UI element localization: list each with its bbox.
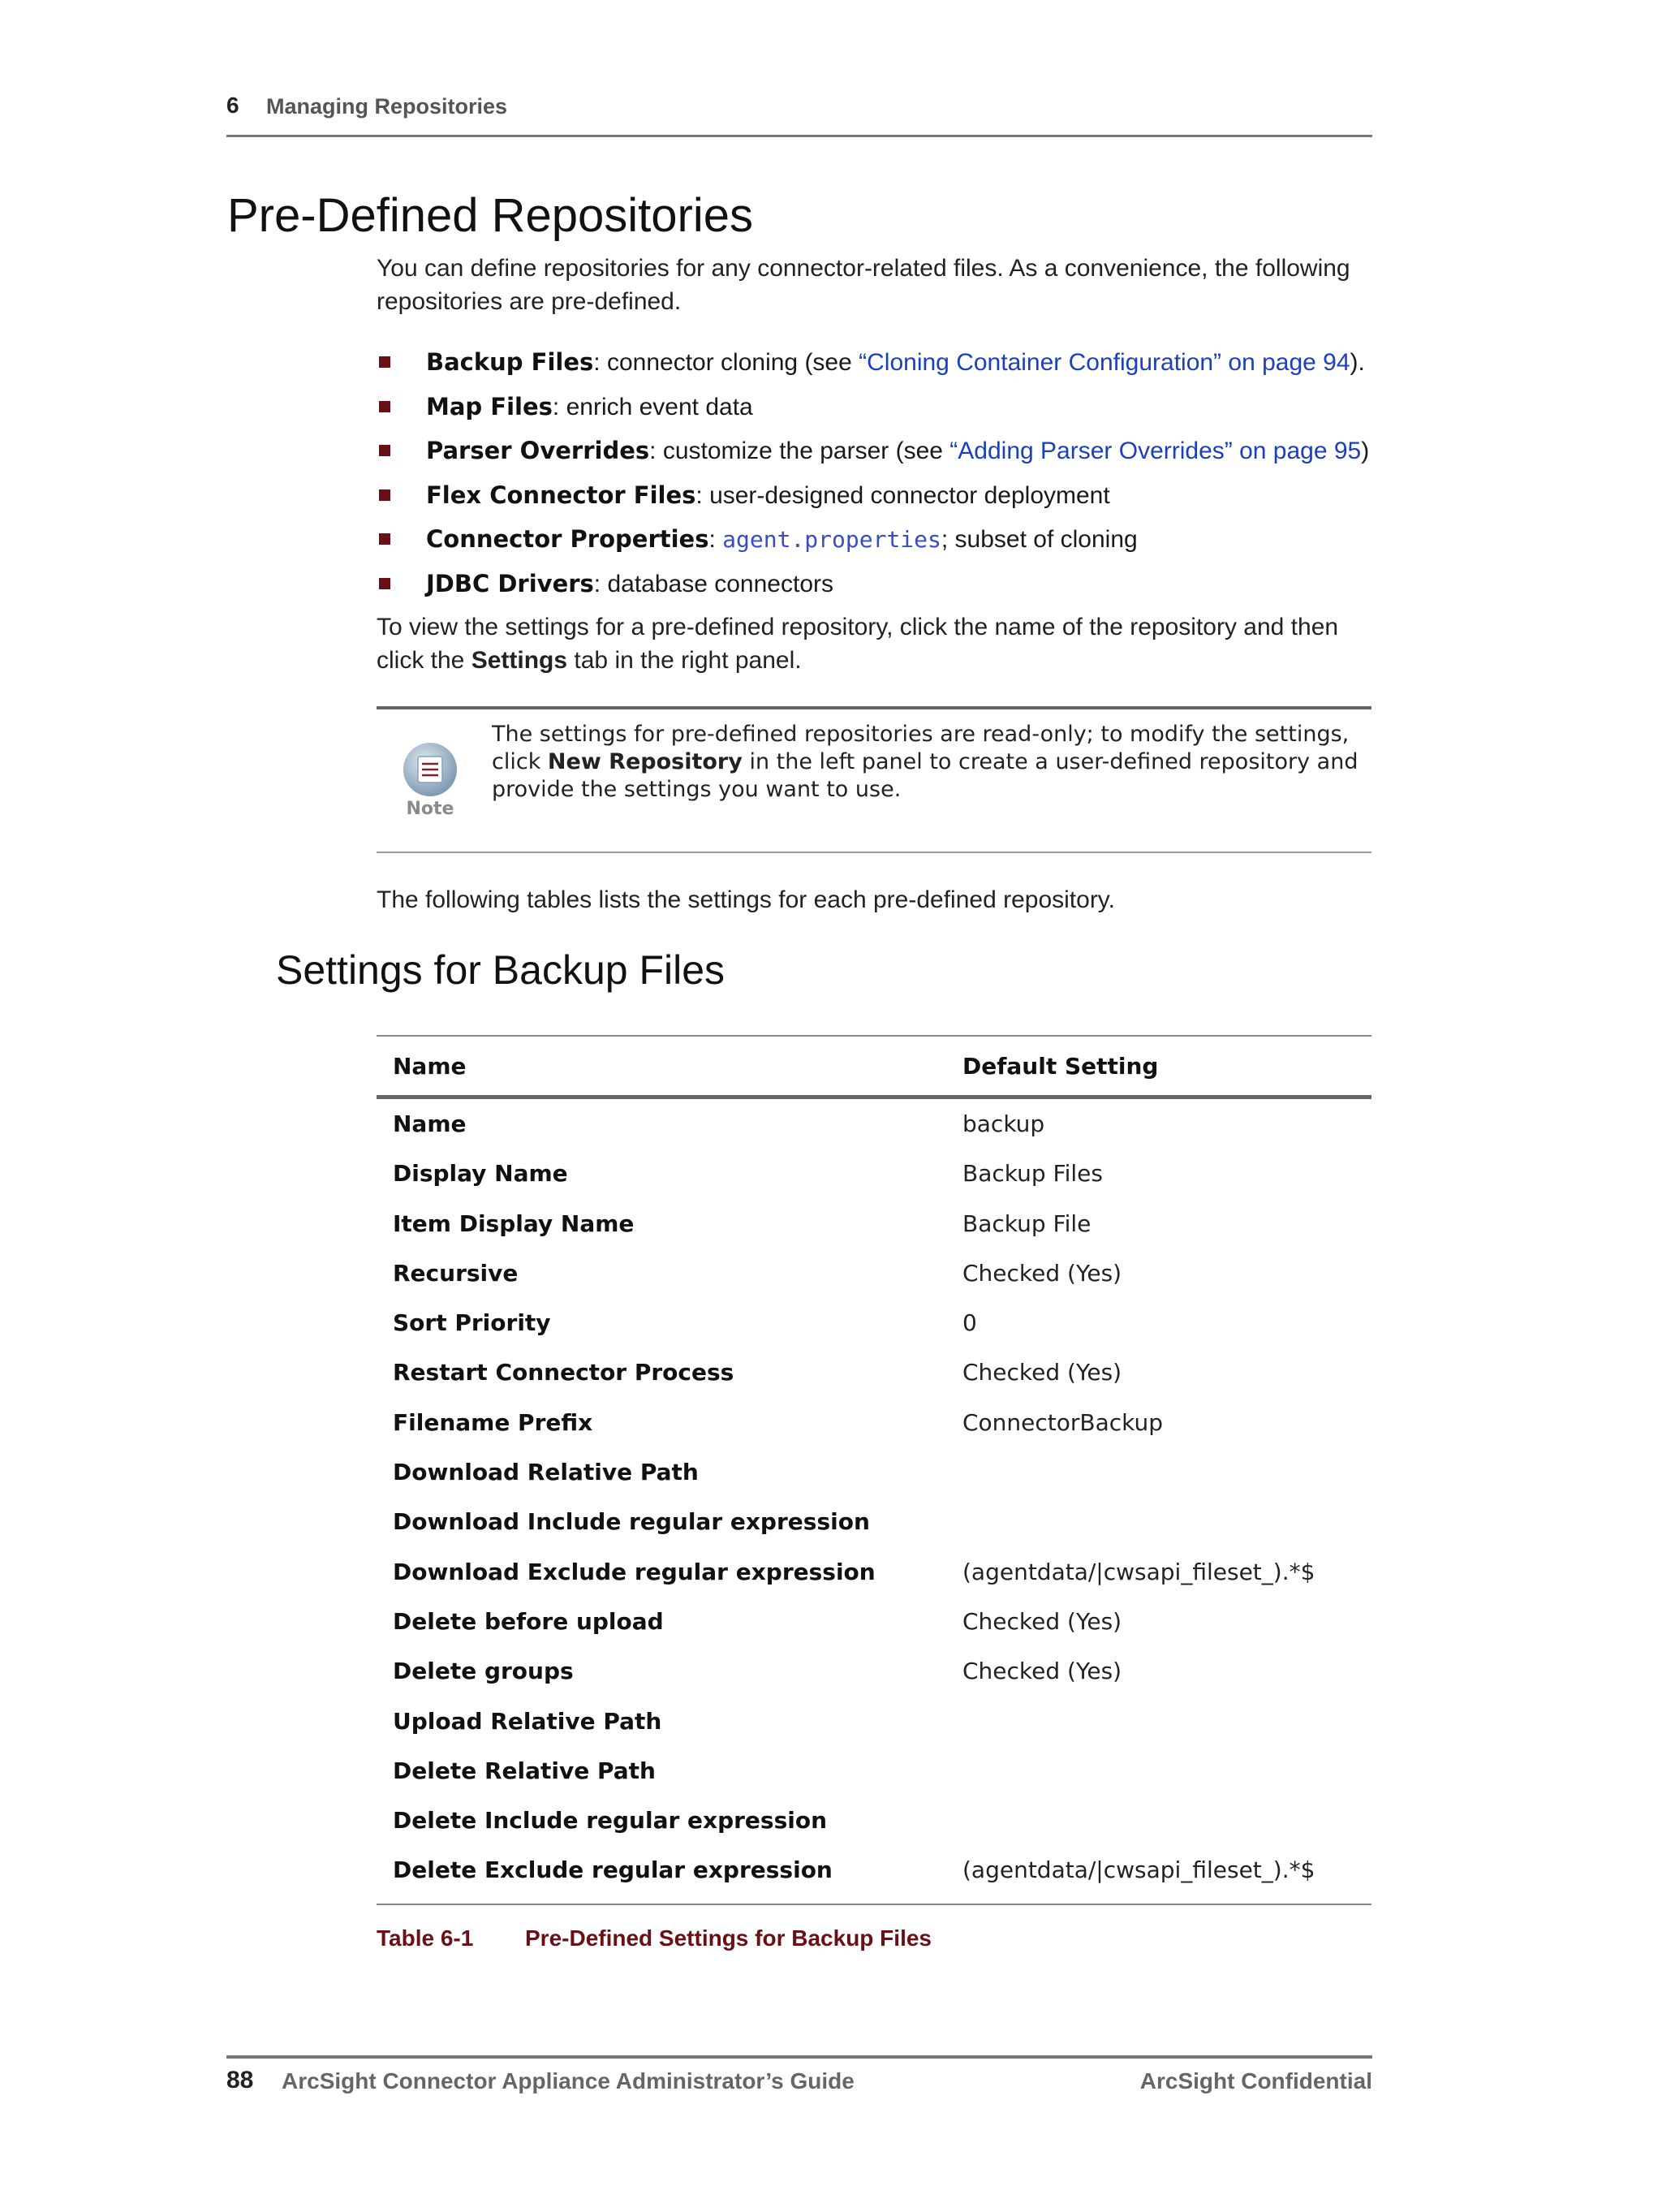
list-item: JDBC Drivers: database connectors — [377, 566, 1383, 610]
tables-intro-paragraph: The following tables lists the settings for each pre-defined repository. — [377, 886, 1115, 913]
running-footer — [226, 2055, 1372, 2091]
setting-value: 0 — [962, 1309, 977, 1337]
table-row — [377, 1500, 1371, 1550]
settings-table — [377, 1035, 1371, 1905]
table-header — [377, 1037, 1371, 1099]
setting-value: Checked (Yes) — [962, 1658, 1122, 1685]
setting-value: Checked (Yes) — [962, 1359, 1122, 1386]
setting-name: Delete before upload — [393, 1607, 664, 1635]
caption-text: Pre-Defined Settings for Backup Files — [525, 1925, 932, 1951]
note-label: Note — [406, 799, 454, 819]
setting-name: Recursive — [393, 1259, 519, 1287]
setting-value: Backup File — [962, 1209, 1091, 1237]
bullet-term: Parser Overrides — [426, 437, 650, 465]
page-number: 88 — [226, 2067, 254, 2093]
table-caption — [377, 1925, 932, 1951]
table-row — [377, 1102, 1371, 1152]
list-item: Connector Properties: agent.properties; subset of cloning — [377, 521, 1383, 566]
bullet-term: Flex Connector Files — [426, 481, 696, 509]
list-item: Map Files: enrich event data — [377, 389, 1383, 433]
table-row — [377, 1252, 1371, 1301]
running-header — [226, 93, 1372, 137]
intro-paragraph: You can define repositories for any connector-related files. As a convenience, the following repositories are pre-defined. — [377, 255, 1350, 315]
square-bullet-icon — [379, 445, 390, 456]
setting-name: Delete groups — [393, 1658, 574, 1685]
table-row — [377, 1600, 1371, 1649]
setting-name: Upload Relative Path — [393, 1707, 662, 1735]
table-row — [377, 1848, 1371, 1898]
chapter-number: 6 — [226, 93, 239, 118]
setting-name: Download Relative Path — [393, 1459, 699, 1486]
table-row — [377, 1351, 1371, 1400]
table-row — [377, 1749, 1371, 1799]
setting-value: (agentdata/|cwsapi_fileset_).*$ — [962, 1856, 1315, 1884]
table-row — [377, 1550, 1371, 1600]
square-bullet-icon — [379, 533, 390, 545]
note-icon — [401, 739, 459, 820]
section-title: Settings for Backup Files — [276, 947, 726, 993]
list-item: Flex Connector Files: user-designed connector deployment — [377, 477, 1383, 522]
bullet-term: Backup Files — [426, 348, 594, 376]
cross-reference-link[interactable]: “Cloning Container Configuration” on page 94 — [859, 349, 1350, 376]
column-header-name: Name — [393, 1053, 467, 1080]
table-row — [377, 1649, 1371, 1699]
table-row — [377, 1202, 1371, 1252]
list-item: Backup Files: connector cloning (see “Cloning Container Configuration” on page 94). — [377, 344, 1383, 389]
setting-name: Name — [393, 1110, 467, 1137]
setting-value: Checked (Yes) — [962, 1259, 1122, 1287]
setting-name: Sort Priority — [393, 1309, 551, 1337]
book-title: ArcSight Connector Appliance Administrator’s Guide — [282, 2068, 855, 2093]
setting-value: ConnectorBackup — [962, 1408, 1164, 1436]
setting-name: Download Include regular expression — [393, 1508, 870, 1536]
setting-value: backup — [962, 1110, 1045, 1137]
note-text: The settings for pre-defined repositories are read-only; to modify the settings, click New Repository in the left panel to create a user-defined repository and provide the settings you want to use. — [492, 722, 1358, 802]
setting-name: Item Display Name — [393, 1209, 635, 1237]
square-bullet-icon — [379, 401, 390, 412]
confidential-label: ArcSight Confidential — [1139, 2068, 1372, 2093]
setting-name: Delete Relative Path — [393, 1757, 656, 1784]
setting-name: Filename Prefix — [393, 1408, 593, 1436]
table-row — [377, 1700, 1371, 1749]
table-row — [377, 1401, 1371, 1451]
column-header-default: Default Setting — [962, 1053, 1159, 1080]
setting-name: Restart Connector Process — [393, 1359, 734, 1386]
setting-name: Display Name — [393, 1160, 568, 1188]
square-bullet-icon — [379, 356, 390, 368]
table-body — [377, 1099, 1371, 1904]
bullet-term: JDBC Drivers — [426, 569, 594, 597]
page-title: Pre-Defined Repositories — [227, 189, 753, 242]
code-filename: agent.properties — [722, 526, 941, 554]
table-row — [377, 1152, 1371, 1201]
view-settings-paragraph: To view the settings for a pre-defined repository, click the name of the repository and then click the Settings tab in the right panel. — [377, 614, 1339, 674]
square-bullet-icon — [379, 578, 390, 589]
chapter-title: Managing Repositories — [266, 94, 508, 119]
setting-name: Delete Include regular expression — [393, 1807, 828, 1835]
setting-name: Download Exclude regular expression — [393, 1558, 876, 1585]
bullet-term: Map Files — [426, 392, 553, 420]
note-box — [377, 706, 1371, 853]
square-bullet-icon — [379, 489, 390, 501]
setting-name: Delete Exclude regular expression — [393, 1856, 833, 1884]
repository-list — [377, 344, 1383, 610]
cross-reference-link[interactable]: “Adding Parser Overrides” on page 95 — [949, 438, 1362, 465]
table-row — [377, 1451, 1371, 1500]
setting-value: (agentdata/|cwsapi_fileset_).*$ — [962, 1558, 1315, 1585]
caption-label: Table 6-1 — [377, 1925, 474, 1951]
bullet-term: Connector Properties — [426, 525, 709, 554]
table-row — [377, 1799, 1371, 1848]
setting-value: Checked (Yes) — [962, 1607, 1122, 1635]
setting-value: Backup Files — [962, 1160, 1103, 1188]
table-row — [377, 1301, 1371, 1351]
list-item: Parser Overrides: customize the parser (see “Adding Parser Overrides” on page 95) — [377, 433, 1383, 477]
